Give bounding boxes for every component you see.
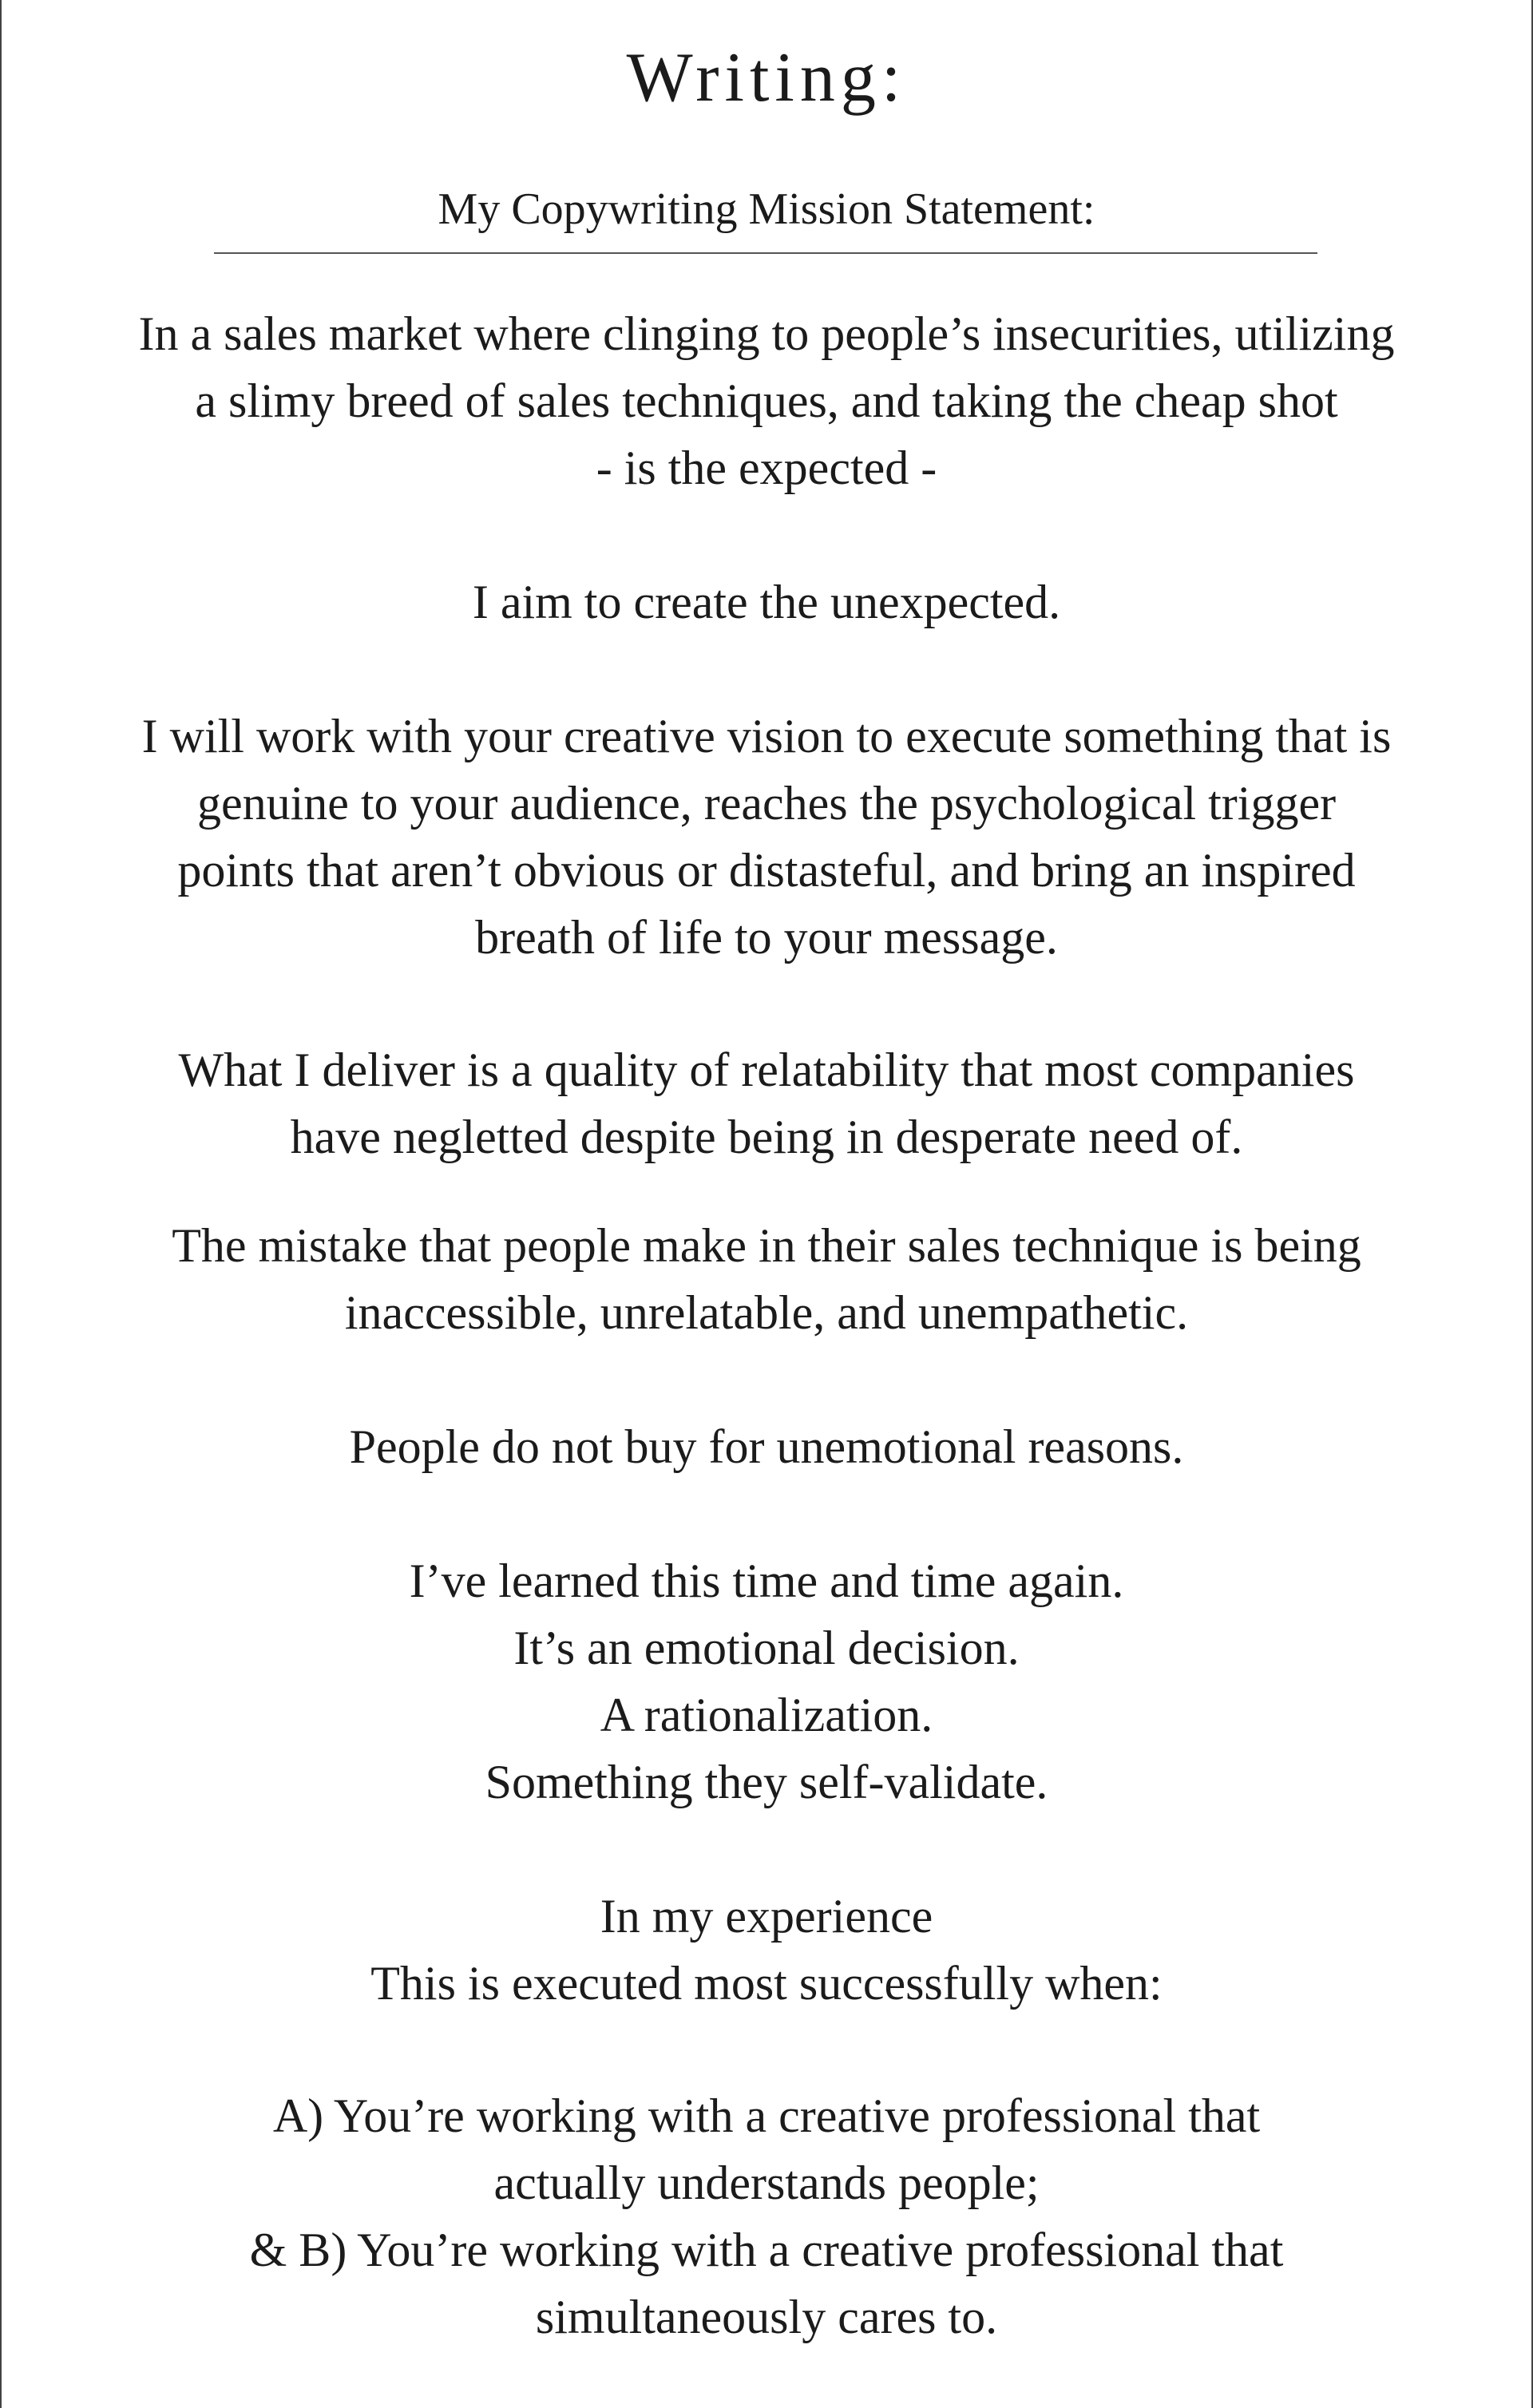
- body-line: - is the expected -: [596, 442, 937, 494]
- page-title: Writing:: [626, 39, 907, 117]
- body-line: In my experience: [600, 1890, 933, 1943]
- body-line: points that aren’t obvious or distasteful, and bring an inspired: [177, 844, 1356, 897]
- list-item-b-continued: simultaneously cares to.: [535, 2291, 998, 2343]
- body-line: In a sales market where clinging to people’s insecurities, utilizing: [138, 307, 1395, 360]
- body-line: The mistake that people make in their sales technique is being: [172, 1219, 1361, 1272]
- list-item-b: & B) You’re working with a creative professional that: [249, 2224, 1284, 2276]
- body-line: have negletted despite being in desperate need of.: [290, 1111, 1243, 1163]
- body-line: breath of life to your message.: [475, 911, 1058, 964]
- body-line: a slimy breed of sales techniques, and taking the cheap shot: [195, 374, 1338, 427]
- body-line: I’ve learned this time and time again.: [409, 1555, 1124, 1607]
- body-line: I aim to create the unexpected.: [472, 576, 1061, 628]
- list-item-a: A) You’re working with a creative professional that: [272, 2089, 1261, 2142]
- page-subtitle: My Copywriting Mission Statement:: [438, 184, 1095, 234]
- body-line: Something they self-validate.: [485, 1756, 1048, 1808]
- body-line: genuine to your audience, reaches the psychological trigger: [196, 777, 1337, 830]
- body-line: A rationalization.: [600, 1689, 933, 1741]
- list-item-a-continued: actually understands people;: [493, 2157, 1040, 2209]
- body-line: inaccessible, unrelatable, and unempathetic.: [344, 1286, 1189, 1339]
- body-line: People do not buy for unemotional reasons.: [349, 1420, 1184, 1473]
- body-line: I will work with your creative vision to execute something that is: [141, 710, 1392, 762]
- body-line: This is executed most successfully when:: [370, 1957, 1163, 2010]
- divider-rule: [214, 252, 1317, 254]
- body-line: What I deliver is a quality of relatability that most companies: [178, 1044, 1355, 1096]
- body-line: It’s an emotional decision.: [513, 1622, 1020, 1674]
